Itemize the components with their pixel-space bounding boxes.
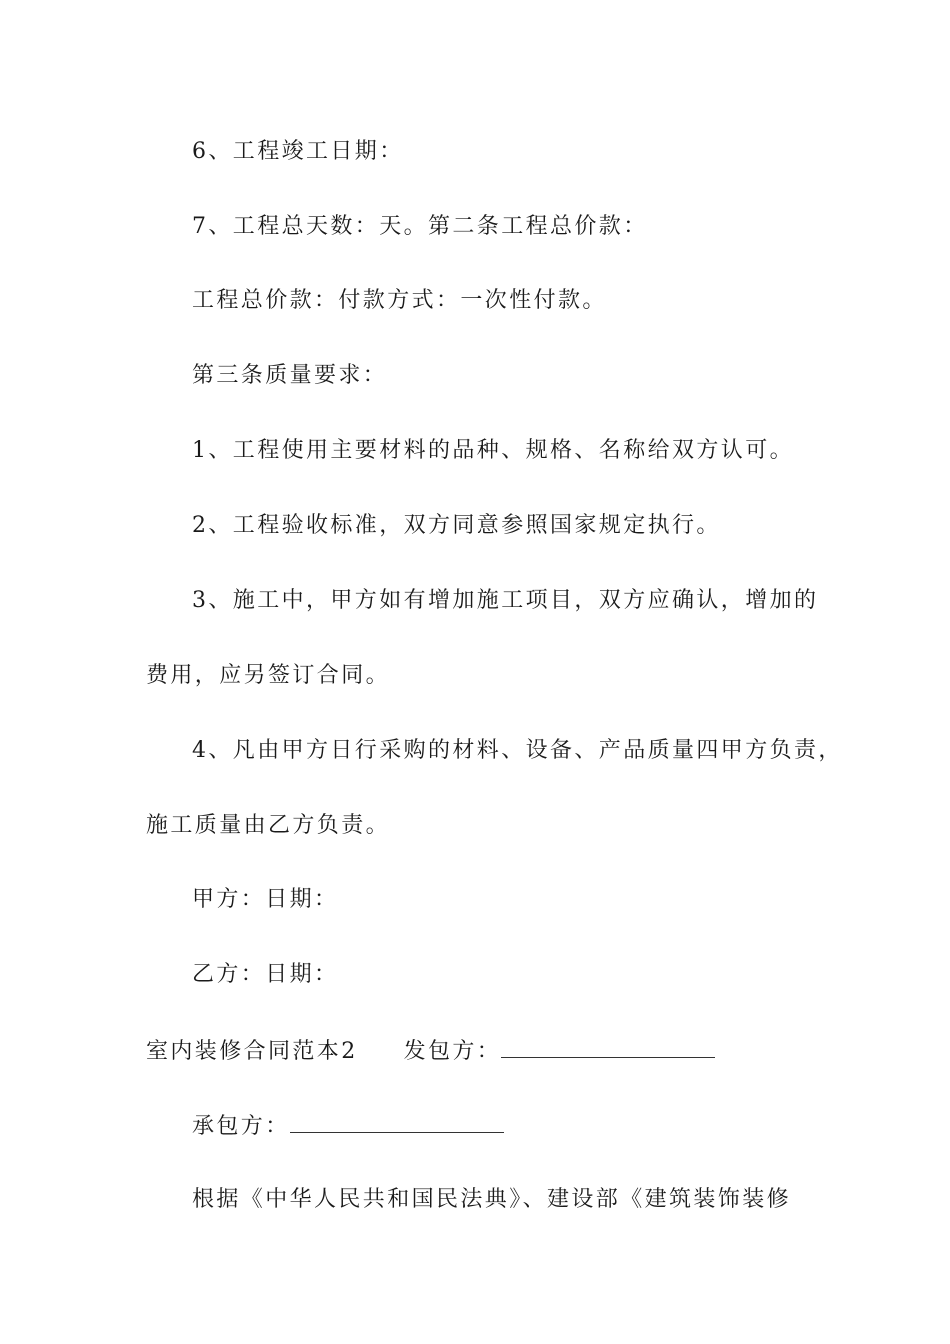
party-b-signature: 乙方：日期： [192, 962, 339, 987]
item-total-days: 7、工程总天数：天。第二条工程总价款： [192, 214, 648, 239]
quality-item-4-line1: 4、凡由甲方日行采购的材料、设备、产品质量四甲方负责， [192, 738, 843, 763]
legal-basis-text: 根据《中华人民共和国民法典》、建设部《建筑装饰装修 [192, 1187, 792, 1212]
quality-item-3-line1: 3、施工中，甲方如有增加施工项目，双方应确认，增加的 [192, 588, 819, 613]
contract-template-2-header [146, 1035, 715, 1067]
quality-item-1: 1、工程使用主要材料的品种、规格、名称给双方认可。 [192, 438, 794, 463]
employer-label: 发包方： [403, 1039, 502, 1064]
contractor-blank-line [290, 1110, 504, 1133]
contractor-label: 承包方： [192, 1114, 290, 1139]
employer-blank-line [501, 1035, 715, 1058]
total-price-payment: 工程总价款：付款方式：一次性付款。 [192, 288, 607, 313]
party-a-signature: 甲方：日期： [192, 887, 339, 912]
template-title: 室内装修合同范本2 [146, 1039, 358, 1064]
item-completion-date: 6、工程竣工日期： [192, 139, 404, 164]
quality-item-2: 2、工程验收标准，双方同意参照国家规定执行。 [192, 513, 721, 538]
contractor-row [192, 1110, 504, 1142]
quality-item-4-line2: 施工质量由乙方负责。 [146, 813, 391, 838]
quality-item-3-line2: 费用，应另签订合同。 [146, 663, 391, 688]
section-quality-heading: 第三条质量要求： [192, 363, 388, 388]
